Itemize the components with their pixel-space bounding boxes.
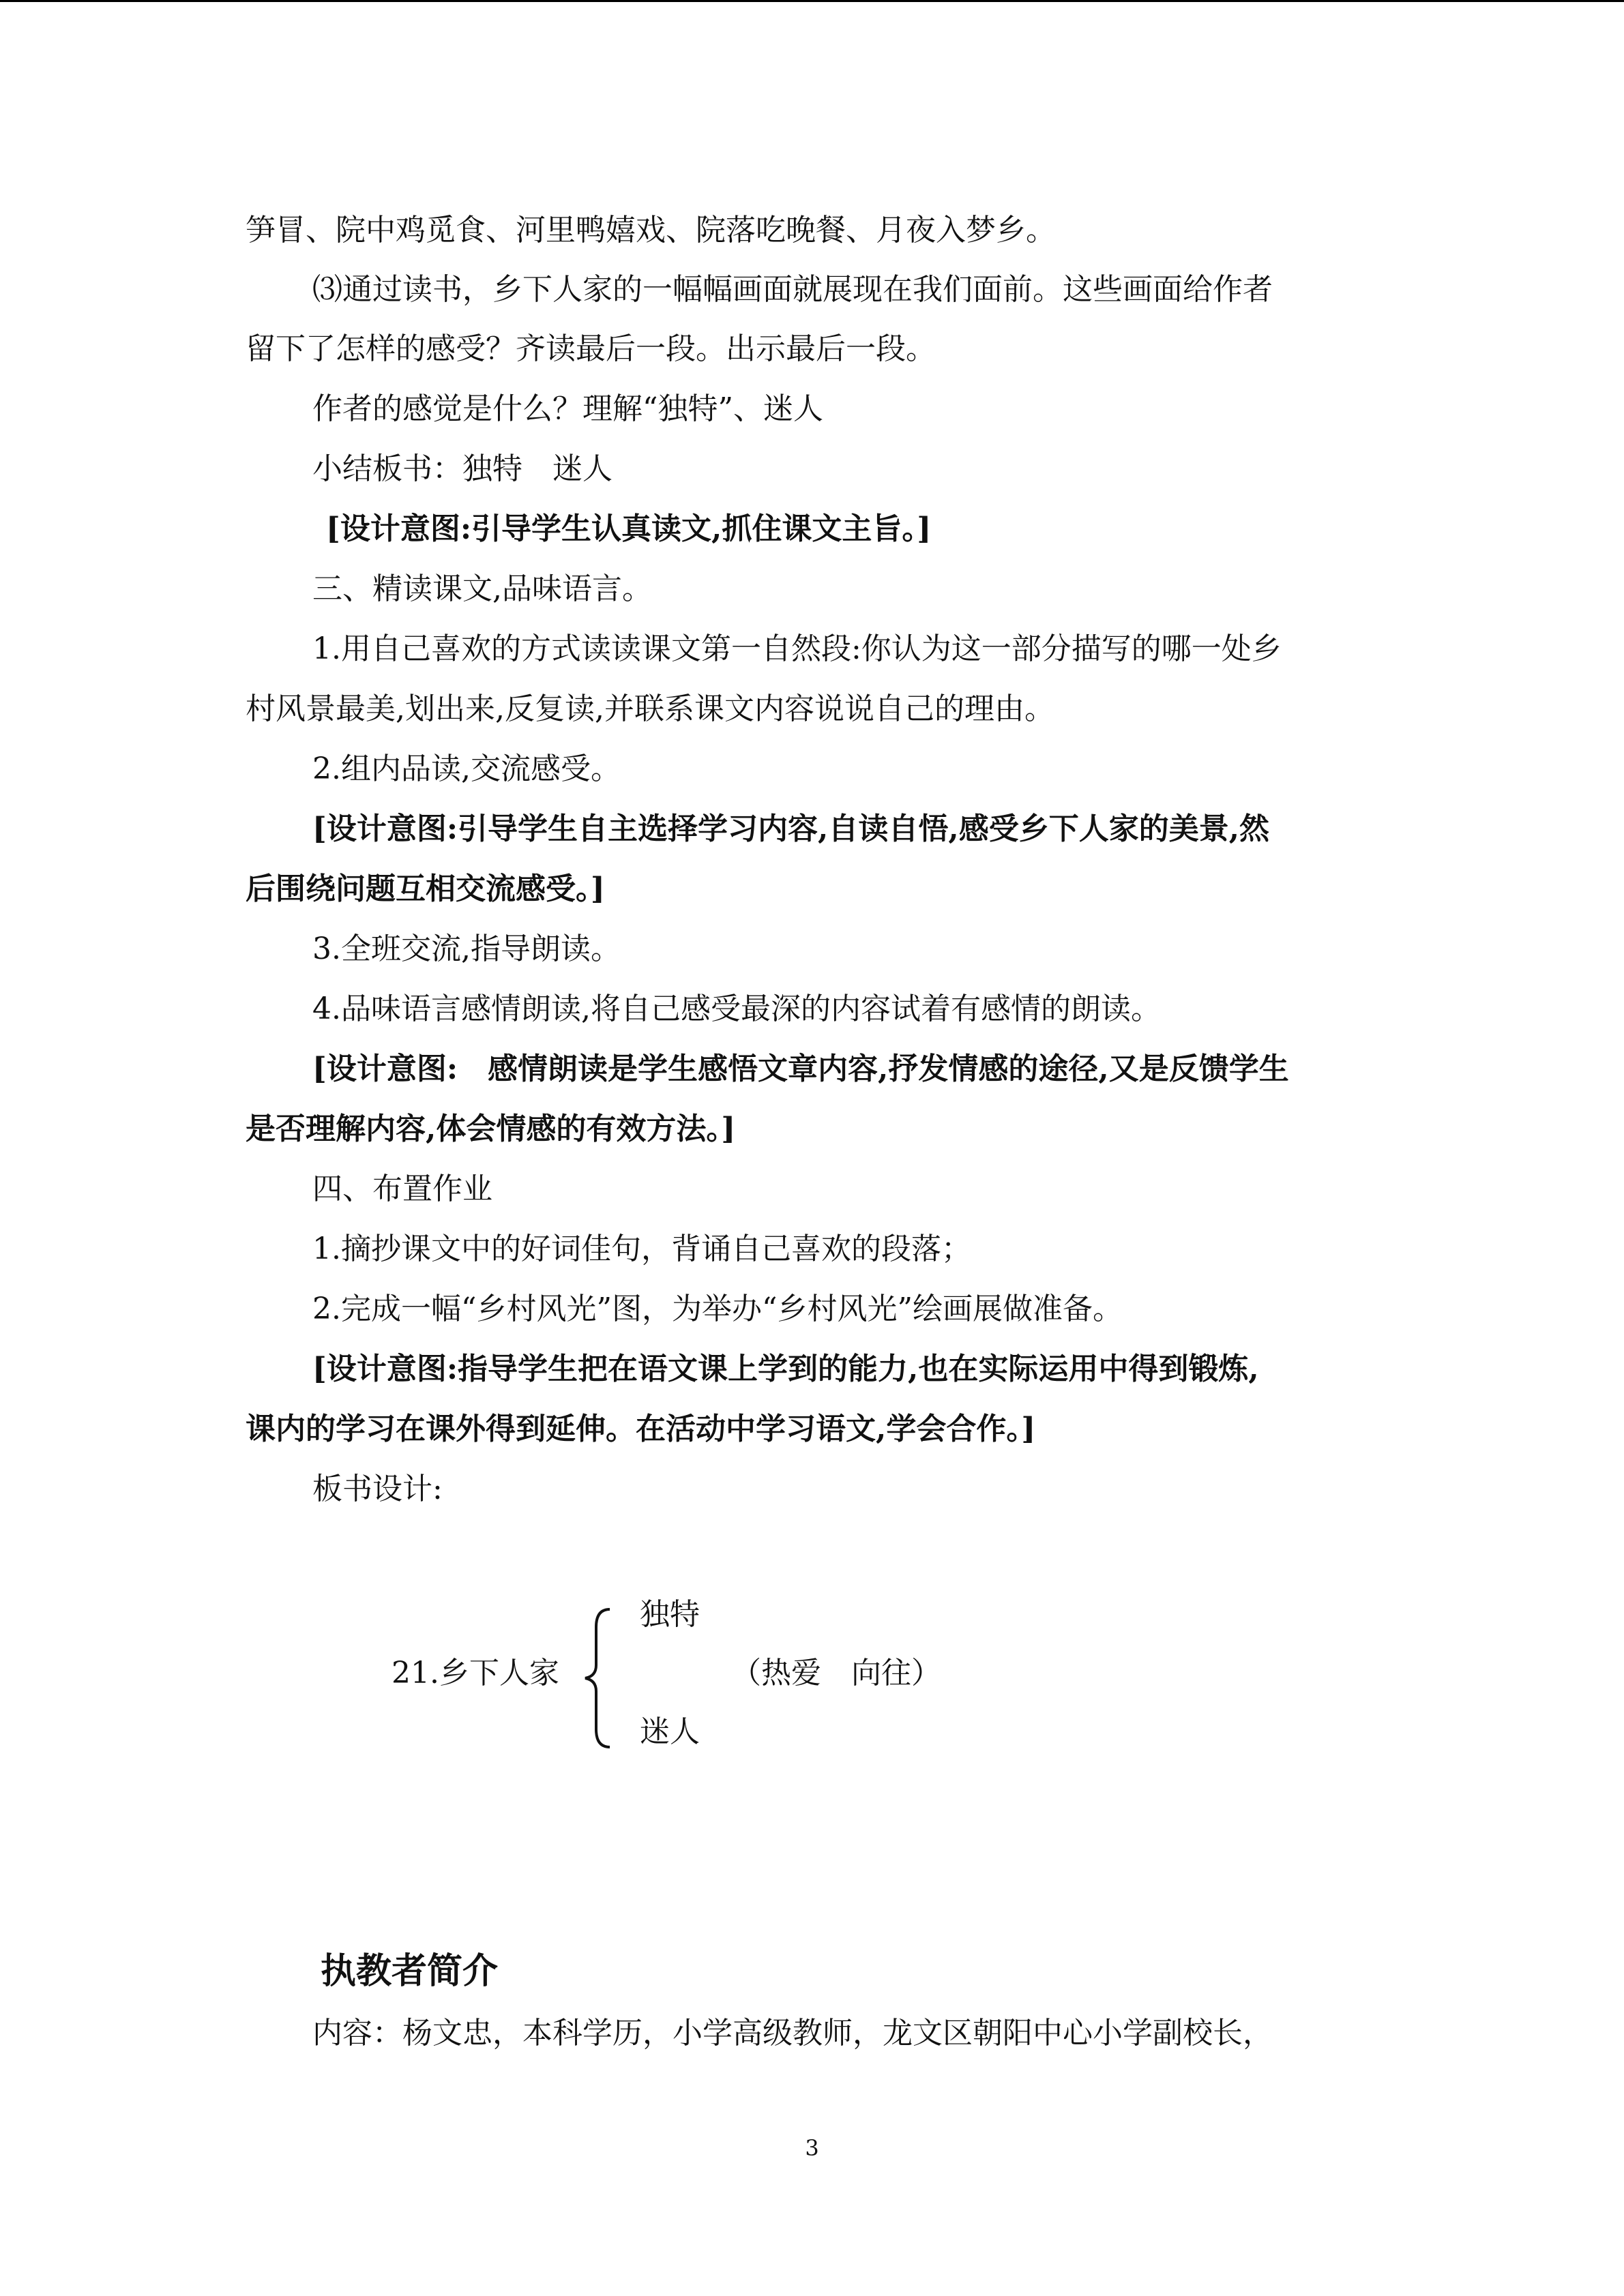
paragraph-line: 2.完成一幅“乡村风光”图，为举办“乡村风光”绘画展做准备。: [312, 1292, 1123, 1326]
paragraph-line: 村风景最美,划出来,反复读,并联系课文内容说说自己的理由。: [246, 691, 1054, 726]
design-intent-note: [设计意图:指导学生把在语文课上学到的能力,也在实际运用中得到锻炼,: [312, 1352, 1259, 1386]
design-intent-note: 是否理解内容,体会情感的有效方法。]: [246, 1112, 736, 1146]
paragraph-line: 4.品味语言感情朗读,将自己感受最深的内容试着有感情的朗读。: [312, 992, 1161, 1026]
page-number: 3: [805, 2135, 819, 2161]
section-heading: 四、布置作业: [312, 1172, 492, 1206]
brace-icon: [581, 1607, 615, 1750]
board-top-item: 独特: [640, 1597, 700, 1632]
board-design-label: 板书设计:: [312, 1472, 443, 1506]
paragraph-line: 小结板书：独特 迷人: [312, 451, 612, 486]
design-intent-note: [设计意图:引导学生认真读文,抓住课文主旨。]: [326, 511, 932, 546]
paragraph-line: 作者的感觉是什么？理解“独特”、迷人: [312, 391, 823, 426]
bio-heading: 执教者简介: [321, 1950, 499, 1992]
design-intent-note: 后围绕问题互相交流感受。]: [246, 871, 605, 906]
section-heading: 三、精读课文,品味语言。: [312, 571, 652, 606]
design-intent-note: [设计意图: 感情朗读是学生感悟文章内容,抒发情感的途径,又是反馈学生: [312, 1052, 1289, 1086]
bio-text: 内容：杨文忠，本科学历，小学高级教师，龙文区朝阳中心小学副校长，: [312, 2016, 1273, 2051]
board-middle-item: （热爱 向往）: [731, 1656, 941, 1690]
paragraph-line: 2.组内品读,交流感受。: [312, 751, 621, 786]
board-title: 21.乡下人家: [392, 1656, 559, 1690]
paragraph-line: 留下了怎样的感受？齐读最后一段。出示最后一段。: [246, 331, 936, 366]
design-intent-note: [设计意图:引导学生自主选择学习内容,自读自悟,感受乡下人家的美景,然: [312, 811, 1270, 846]
paragraph-line: ⑶通过读书，乡下人家的一幅幅画面就展现在我们面前。这些画面给作者: [312, 272, 1273, 307]
page-top-border: [0, 0, 1624, 2]
paragraph-line: 1.摘抄课文中的好词佳句，背诵自己喜欢的段落；: [312, 1232, 971, 1266]
paragraph-line: 笋冒、院中鸡觅食、河里鸭嬉戏、院落吃晚餐、月夜入梦乡。: [246, 213, 1056, 248]
design-intent-note: 课内的学习在课外得到延伸。在活动中学习语文,学会合作。]: [246, 1412, 1036, 1446]
board-bottom-item: 迷人: [640, 1714, 700, 1749]
paragraph-line: 3.全班交流,指导朗读。: [312, 931, 621, 966]
paragraph-line: 1.用自己喜欢的方式读读课文第一自然段:你认为这一部分描写的哪一处乡: [312, 631, 1282, 666]
